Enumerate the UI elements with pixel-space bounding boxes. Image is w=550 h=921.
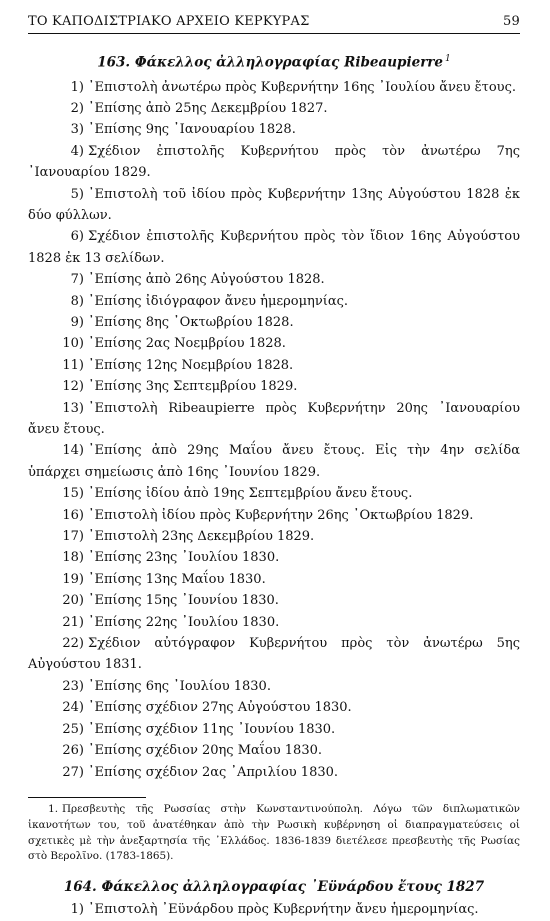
list-item-number: 14)	[62, 443, 84, 459]
document-page	[28, 14, 520, 921]
section-164-title	[28, 879, 520, 895]
list-item-number: 4)	[70, 143, 84, 159]
list-item-number: 20)	[62, 593, 84, 609]
list-item-number: 12)	[62, 379, 84, 395]
list-item-text: ᾿Επίσης σχέδιον 2ας ᾿Απριλίου 1830.	[88, 764, 339, 780]
list-item-text: ᾿Επίσης 12ης Νοεμβρίου 1828.	[88, 357, 294, 373]
running-header	[28, 14, 520, 34]
list-item	[28, 355, 520, 376]
list-item	[28, 483, 520, 504]
list-item-number: 2)	[70, 100, 84, 116]
list-item-text: ᾿Επίσης 9ης ᾿Ιανουαρίου 1828.	[88, 122, 296, 138]
list-item	[28, 547, 520, 568]
list-item-number: 24)	[62, 700, 84, 716]
list-item-text: ᾿Επίσης 8ης ᾿Οκτωβρίου 1828.	[88, 314, 294, 330]
list-item-number: 16)	[62, 507, 84, 523]
list-item	[28, 719, 520, 740]
list-item	[28, 77, 520, 98]
section-163-entries	[28, 77, 520, 783]
list-item-text: ᾿Επίσης σχέδιον 27ης Αὐγούστου 1830.	[88, 700, 352, 716]
list-item-text: ᾿Επίσης ἀπὸ 26ης Αὐγούστου 1828.	[88, 272, 325, 288]
list-item-text: ᾿Επιστολὴ Ribeaupierre πρὸς Κυβερνήτην 20ης ᾿Ιανουαρίου ἄνευ ἔτους.	[28, 400, 520, 437]
list-item-text: ᾿Επίσης σχέδιον 20ης Μαΐου 1830.	[88, 743, 322, 759]
list-item-text: ᾿Επιστολὴ τοῦ ἰδίου πρὸς Κυβερνήτην 13ης Αὐγούστου 1828 ἐκ δύο φύλλων.	[28, 186, 520, 223]
section-163-title	[28, 54, 520, 71]
list-item-number: 11)	[62, 357, 84, 373]
list-item	[28, 697, 520, 718]
list-item	[28, 184, 520, 227]
list-item-text: ᾿Επιστολὴ ᾿Εϋνάρδου πρὸς Κυβερνήτην ἄνευ ἡμερομηνίας.	[88, 902, 479, 918]
list-item-text: Σχέδιον ἐπιστολῆς Κυβερνήτου πρὸς τὸν ἴδιον 16ης Αὐγούστου 1828 ἐκ 13 σελίδων.	[28, 229, 520, 266]
list-item-number: 22)	[62, 636, 84, 652]
list-item-number: 27)	[62, 764, 84, 780]
list-item-text: ᾿Επίσης 6ης ᾿Ιουλίου 1830.	[88, 678, 271, 694]
list-item-number: 25)	[62, 721, 84, 737]
list-item-number: 1)	[70, 902, 84, 918]
list-item-number: 13)	[62, 400, 84, 416]
list-item-text: ᾿Επίσης ἀπὸ 25ης Δεκεμβρίου 1827.	[88, 100, 328, 116]
list-item	[28, 141, 520, 184]
list-item-text: ᾿Επιστολὴ ἰδίου πρὸς Κυβερνήτην 26ης ᾿Οκτωβρίου 1829.	[88, 507, 474, 523]
section-164-heading: 164. Φάκελλος ἀλληλογραφίας ᾿Εϋνάρδου ἔτους 1827	[63, 879, 485, 896]
footnote-text: Πρεσβευτὴς τῆς Ρωσσίας στὴν Κωνσταντινούπολη. Λόγω τῶν διπλωματικῶν ἱκανοτήτων του, τοῦ ἀνατέθηκαν ἀπὸ τὴν Ρωσικὴ κυβέρνηση οἱ διαπραγματεύσεις οἱ σχετικὲς μὲ τὴν ἀνεξαρτησία τῆς ᾿Ελλάδος. 1836-1839 διετέλεσε πρεσβευτὴς τῆς Ρωσίας στὸ Βερολῖνο. (1783-1865).	[28, 802, 520, 863]
list-item	[28, 119, 520, 140]
list-item-text: ᾿Επίσης 2ας Νοεμβρίου 1828.	[88, 336, 286, 352]
list-item-number: 23)	[62, 678, 84, 694]
list-item-number: 9)	[70, 314, 84, 330]
list-item-number: 17)	[62, 529, 84, 545]
list-item	[28, 762, 520, 783]
list-item	[28, 899, 520, 920]
list-item	[28, 569, 520, 590]
list-item-text: Σχέδιον ἐπιστολῆς Κυβερνήτου πρὸς τὸν ἀνωτέρω 7ης ᾿Ιανουαρίου 1829.	[28, 143, 520, 181]
list-item-text: ᾿Επιστολὴ 23ης Δεκεμβρίου 1829.	[88, 529, 315, 545]
list-item-text: ᾿Επίσης 23ης ᾿Ιουλίου 1830.	[88, 550, 280, 566]
footnote-number: 1.	[48, 802, 58, 815]
list-item	[28, 633, 520, 676]
list-item	[28, 312, 520, 333]
list-item	[28, 333, 520, 354]
list-item	[28, 291, 520, 312]
list-item	[28, 526, 520, 547]
list-item-text: ᾿Επιστολὴ ἀνωτέρω πρὸς Κυβερνήτην 16ης ᾿Ιουλίου ἄνευ ἔτους.	[88, 79, 516, 95]
footnote-marker: 1	[445, 54, 451, 64]
footnote-divider	[28, 797, 146, 798]
list-item-text: ᾿Επίσης ἰδιόγραφον ἄνευ ἡμερομηνίας.	[88, 293, 349, 309]
list-item	[28, 505, 520, 526]
footnote	[28, 802, 520, 865]
page-number: 59	[503, 14, 520, 29]
list-item	[28, 226, 520, 269]
list-item	[28, 612, 520, 633]
list-item-text: Σχέδιον αὐτόγραφον Κυβερνήτου πρὸς τὸν ἀνωτέρω 5ης Αὐγούστου 1831.	[28, 636, 520, 673]
list-item-text: ᾿Επίσης σχέδιον 11ης ᾿Ιουνίου 1830.	[88, 721, 336, 737]
running-title: ΤΟ ΚΑΠΟΔΙΣΤΡΙΑΚΟ ΑΡΧΕΙΟ ΚΕΡΚΥΡΑΣ	[28, 14, 310, 29]
section-164-entries	[28, 899, 520, 920]
list-item-number: 5)	[70, 186, 84, 202]
list-item	[28, 676, 520, 697]
list-item-number: 8)	[70, 293, 84, 309]
list-item-text: ᾿Επίσης 13ης Μαΐου 1830.	[88, 571, 266, 587]
list-item	[28, 440, 520, 483]
list-item-number: 15)	[62, 486, 84, 502]
list-item-text: ᾿Επίσης ἀπὸ 29ης Μαΐου ἄνευ ἔτους. Εἰς τὴν 4ην σελίδα ὑπάρχει σημείωσις ἀπὸ 16ης ᾿Ιουνίου 1829.	[28, 443, 520, 480]
list-item-text: ᾿Επίσης 22ης ᾿Ιουλίου 1830.	[88, 614, 280, 630]
list-item-text: ᾿Επίσης ἰδίου ἀπὸ 19ης Σεπτεμβρίου ἄνευ ἔτους.	[88, 486, 413, 502]
list-item-text: ᾿Επίσης 15ης ᾿Ιουνίου 1830.	[88, 593, 279, 609]
list-item	[28, 398, 520, 441]
list-item-number: 26)	[62, 743, 84, 759]
list-item-number: 6)	[70, 229, 84, 245]
list-item	[28, 740, 520, 761]
section-163-heading: 163. Φάκελλος ἀλληλογραφίας Ribeaupierre	[97, 54, 444, 71]
list-item-number: 3)	[70, 122, 84, 138]
list-item-number: 7)	[70, 272, 84, 288]
list-item	[28, 269, 520, 290]
list-item-text: ᾿Επίσης 3ης Σεπτεμβρίου 1829.	[88, 379, 298, 395]
list-item-number: 18)	[62, 550, 84, 566]
list-item	[28, 376, 520, 397]
list-item-number: 19)	[62, 571, 84, 587]
list-item-number: 21)	[62, 614, 84, 630]
list-item	[28, 98, 520, 119]
list-item-number: 10)	[62, 336, 84, 352]
list-item-number: 1)	[70, 79, 84, 95]
list-item	[28, 590, 520, 611]
